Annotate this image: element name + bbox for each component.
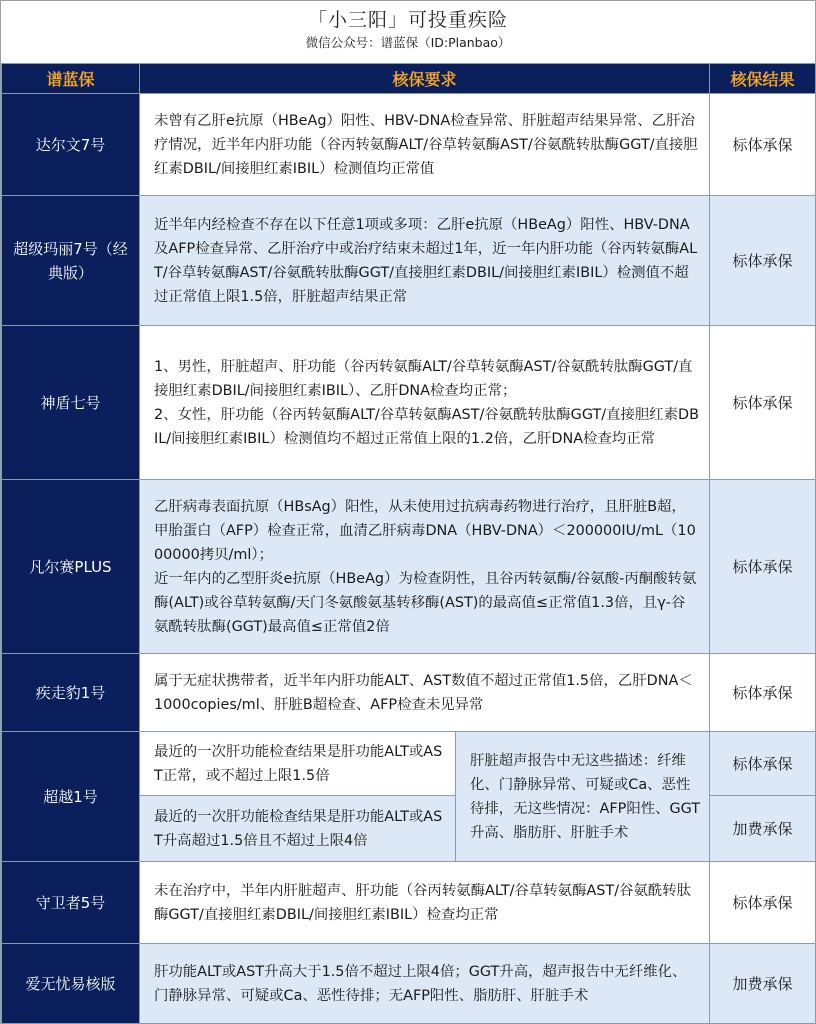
column-header-brand: 谱蓝保 xyxy=(2,64,140,94)
requirement-cell xyxy=(140,196,710,326)
underwriting-table xyxy=(1,63,816,1024)
product-name: 超级玛丽7号（经典版） xyxy=(2,196,140,326)
product-name: 爱无忧易核版 xyxy=(2,944,140,1024)
result-cell: 标体承保 xyxy=(710,326,816,480)
result-cell: 标体承保 xyxy=(710,94,816,196)
requirement-text: 2、女性，肝功能（谷丙转氨酶ALT/谷草转氨酶AST/谷氨酰转肽酶GGT/直接胆红素DBIL/间接胆红素IBIL）检测值均不超过正常值上限的1.2倍，乙肝DNA检查均正常 xyxy=(154,406,700,447)
product-name: 超越1号 xyxy=(2,732,140,862)
requirement-shared: 肝脏超声报告中无这些描述：纤维化、门静脉异常、可疑或Ca、恶性待排，无这些情况：AFP阳性、GGT升高、脂肪肝、肝脏手术 xyxy=(456,732,710,862)
result-cell: 标体承保 xyxy=(710,862,816,944)
product-name: 神盾七号 xyxy=(2,326,140,480)
column-header-requirement: 核保要求 xyxy=(140,64,710,94)
product-name: 达尔文7号 xyxy=(2,94,140,196)
table-row xyxy=(2,326,816,480)
table-row xyxy=(2,862,816,944)
requirement-cell xyxy=(140,326,710,480)
table-row xyxy=(2,654,816,732)
requirement-cell xyxy=(140,94,710,196)
requirement-cell xyxy=(140,480,710,654)
table-row xyxy=(2,944,816,1024)
table-row xyxy=(2,732,816,796)
result-cell: 加费承保 xyxy=(710,796,816,862)
requirement-text: 未曾有乙肝e抗原（HBeAg）阳性、HBV-DNA检查异常、肝脏超声结果异常、乙肝治疗情况，近半年内肝功能（谷丙转氨酶ALT/谷草转氨酶AST/谷氨酰转肽酶GGT/直接胆红素DBIL/间接胆红素IBIL）检测值均正常值 xyxy=(154,112,698,177)
product-name: 疾走豹1号 xyxy=(2,654,140,732)
document-subtitle: 微信公众号：谱蓝保（ID:Planbao） xyxy=(305,35,511,50)
product-name: 守卫者5号 xyxy=(2,862,140,944)
result-cell: 标体承保 xyxy=(710,196,816,326)
requirement-text: 1、男性，肝脏超声、肝功能（谷丙转氨酶ALT/谷草转氨酶AST/谷氨酰转肽酶GGT/直接胆红素DBIL/间接胆红素IBIL）、乙肝DNA检查均正常； xyxy=(154,358,693,399)
document-header xyxy=(1,1,815,63)
requirement-text: 属于无症状携带者，近半年内肝功能ALT、AST数值不超过正常值1.5倍，乙肝DNA＜1000copies/ml、肝脏B超检查、AFP检查未见异常 xyxy=(154,672,693,713)
table-row xyxy=(2,196,816,326)
result-cell: 标体承保 xyxy=(710,480,816,654)
table-row xyxy=(2,94,816,196)
table-header-row xyxy=(2,64,816,94)
requirement-text: 未在治疗中，半年内肝脏超声、肝功能（谷丙转氨酶ALT/谷草转氨酶AST/谷氨酰转肽酶GGT/直接胆红素DBIL/间接胆红素IBIL）检查均正常 xyxy=(154,882,692,923)
column-header-result: 核保结果 xyxy=(710,64,816,94)
requirement-cell xyxy=(140,944,710,1024)
requirement-text: 乙肝病毒表面抗原（HBsAg）阳性，从未使用过抗病毒药物进行治疗，且肝脏B超，甲胎蛋白（AFP）检查正常，血清乙肝病毒DNA（HBV-DNA）＜200000IU/mL（1000000拷贝/ml）； xyxy=(154,498,696,563)
table-row xyxy=(2,480,816,654)
result-cell: 标体承保 xyxy=(710,732,816,796)
requirement-cell xyxy=(140,654,710,732)
product-name: 凡尔赛PLUS xyxy=(2,480,140,654)
requirement-cell xyxy=(140,862,710,944)
requirement-text: 肝功能ALT或AST升高大于1.5倍不超过上限4倍；GGT升高，超声报告中无纤维化、门静脉异常、可疑或Ca、恶性待排；无AFP阳性、脂肪肝、肝脏手术 xyxy=(154,963,687,1004)
requirement-text: 近一年内的乙型肝炎e抗原（HBeAg）为检查阴性，且谷丙转氨酶/谷氨酸-丙酮酸转氨酶(ALT)或谷草转氨酶/天门冬氨酸氨基转移酶(AST)的最高值≤正常值1.3倍，且γ-谷氨酰转肽酶(GGT)最高值≤正常值2倍 xyxy=(154,570,697,635)
document-title: 「小三阳」可投重疾险 xyxy=(307,9,508,31)
result-cell: 标体承保 xyxy=(710,654,816,732)
requirement-sub-b: 最近的一次肝功能检查结果是肝功能ALT或AST升高超过1.5倍且不超过上限4倍 xyxy=(140,796,456,862)
requirement-text: 近半年内经检查不存在以下任意1项或多项：乙肝e抗原（HBeAg）阳性、HBV-DNA及AFP检查异常、乙肝治疗中或治疗结束未超过1年，近一年内肝功能（谷丙转氨酶ALT/谷草转氨酶AST/谷氨酰转肽酶GGT/直接胆红素DBIL/间接胆红素IBIL）检测值不超过正常值上限1.5倍，肝脏超声结果正常 xyxy=(154,216,698,305)
result-cell: 加费承保 xyxy=(710,944,816,1024)
requirement-sub-a: 最近的一次肝功能检查结果是肝功能ALT或AST正常，或不超过上限1.5倍 xyxy=(140,732,456,796)
